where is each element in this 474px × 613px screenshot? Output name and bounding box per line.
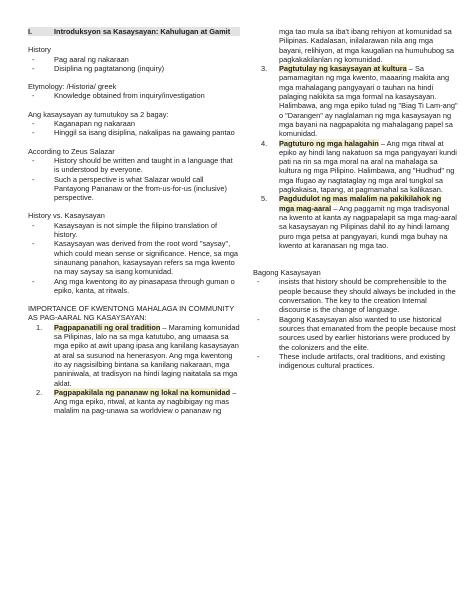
list-item: - Such a perspective is what Salazar would call Pantayong Pananaw or the from-us-for-us (inclusive) perspective. xyxy=(32,174,227,203)
importance-title: IMPORTANCE OF KWENTONG MAHALAGA IN COMMUNITY AS PAG-AARAL NG KASAYSAYAN: xyxy=(28,304,234,323)
left-column xyxy=(28,27,240,416)
right-column xyxy=(253,27,458,370)
list-item: - Pag aaral ng nakaraan xyxy=(32,54,129,64)
zeus-title: According to Zeus Salazar xyxy=(28,146,115,156)
list-item: - Kaganapan ng nakaraan xyxy=(32,119,135,129)
list-item: - Disiplina ng pagtatanong (inquiry) xyxy=(32,63,165,73)
bagay-title: Ang kasaysayan ay tumutukoy sa 2 bagay: xyxy=(28,109,169,119)
list-item: - Bagong Kasaysayan also wanted to use historical sources that emanated from the people because most sources used by earlier historians were produced by the colonizers and the elite. xyxy=(257,314,456,352)
list-item: 2. Pagpapakilala ng pananaw ng lokal na komunidad – Ang mga epiko, ritwal, at kanta ay nagbibigay ng mas malalim na pag-unawa sa worldview o pananaw ng xyxy=(36,387,237,416)
list-item: - Knowledge obtained from inquiry/investigation xyxy=(32,91,205,101)
heading-number: I. xyxy=(28,27,33,36)
list-item: 4. Pagtuturo ng mga halagahin – Ang mga ritwal at epiko ay hindi lang nakatuon sa mga pangyayari kundi pati na rin sa mga moral na aral na mahalaga sa kultura ng mga Pilipino. Halimbawa, ang "Hudhud" ng mga Ifugao ay nagtataglay ng mga aral tungkol sa pagkakaisa, tapang, at pagmamahal sa kalikasan. xyxy=(261,138,457,195)
list-item: - Kasaysayan is not simple the filipino translation of history. xyxy=(32,220,218,240)
list-item: - Kasaysayan was derived from the root word "saysay", which could mean sense or significance. Hence, sa mga sinaunang panahon, kasaysayan refers sa mga kwento na may saysay sa isang komunidad. xyxy=(32,239,239,277)
list-item: 1. Pagpapanatili ng oral tradition – Maraming komunidad sa Pilipinas, lalo na sa mga katutubo, ang umaasa sa mga epiko at awit upang ipasa ang kanilang kasaysayan at aral sa susunod na henerasyon. Ang mga kwentong ito ay nagsisilbing bintana sa kanilang nakaraan, mga paniniwala, at tradisyon na hindi laging naitatala sa mga aklat. xyxy=(36,322,240,388)
vs-title: History vs. Kasaysayan xyxy=(28,211,105,221)
list-item: - These include artifacts, oral traditions, and existing indigenous cultural practices. xyxy=(257,351,445,371)
section-heading xyxy=(28,27,240,36)
list-item: 5. Pagdudulot ng mas malalim na pakikilahok ng mga mag-aaral – Ang paggamit ng mga tradisyonal na kwento at kanta ay nagpapalapit sa mga mag-aaral sa kasaysayan ng Pilipinas dahil ito ay hindi lamang puro mga petsa at pangyayari, kundi mga buhay na kwento at karanasan ng mga tao. xyxy=(261,194,457,250)
list-item: - insists that history should be comprehensible to the people because they should always be included in the conversation. The key to the creation Internal discourse is the change of language. xyxy=(257,277,456,315)
etymology-title: Etymology: /Historia/ greek xyxy=(28,82,117,92)
continued-text: mga tao mula sa iba't ibang rehiyon at komunidad sa Pilipinas. Kadalasan, inilalarawan nila ang mga bayani, relihiyon, at mga kaugalian na humuhubog sa pagkakakilanlan ng komunidad. xyxy=(279,27,455,64)
bagong-title: Bagong Kasaysayan xyxy=(253,268,321,278)
history-title: History xyxy=(28,45,51,55)
heading-text: Introduksyon sa Kasaysayan: Kahulugan at Gamit xyxy=(54,27,231,36)
list-item: - Hinggil sa isang disiplina, nakalipas na gawaing pantao xyxy=(32,128,235,138)
list-item: - Ang mga kwentong ito ay pinasapasa through guman o epiko, kanta, at ritwals. xyxy=(32,276,235,295)
list-item: - History should be written and taught in a language that is understood by everyone. xyxy=(32,155,233,175)
list-item: 3. Pagtutulay ng kasaysayan at kultura – Sa pamamagitan ng mga kwento, maaaring makita ang mga mahalagang pangyayari o tauhan na hindi palaging nakikita sa mga formal na kasaysayan. Halimbawa, ang mga epiko tulad ng "Biag Ti Lam-ang" o "Darangen" ay naglalaman ng mga kasaysayan ng mga bayani na nagpapakita ng mahalagang papel sa komunidad. xyxy=(261,64,458,139)
